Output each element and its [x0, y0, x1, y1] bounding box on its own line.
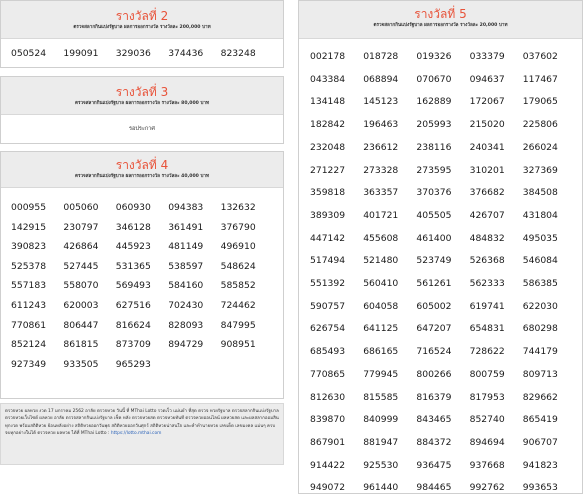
prize-5-title: รางวัลที่ 5: [414, 7, 467, 21]
lottery-number: 363357: [363, 187, 399, 199]
lottery-number: 806447: [63, 319, 99, 331]
lottery-number: 273328: [363, 164, 399, 176]
lottery-number: 585852: [220, 280, 256, 292]
lottery-number: 361491: [168, 221, 204, 233]
lottery-number: 817953: [469, 391, 505, 403]
lottery-number: 401721: [363, 209, 399, 221]
footer-text-3: หลัง ตรวจหวยสด ตรวจหวยทันที ตรวจหวยออนไลน์ ผลหวยสด และผลสลากออมสิน ทุกงวด พร้อมสถิติหวย: [5, 416, 279, 429]
footer-text-5: เลขมงคล แม่นๆ ครบจบทุกอย่างในได้ ตรวจหวย ผลหวย ได้ที่ MThai Lotto :: [5, 423, 276, 437]
lottery-number: 993653: [522, 482, 558, 494]
lottery-number: 925530: [363, 459, 399, 471]
lottery-number: 702430: [168, 299, 204, 311]
prize-3-header: [1, 77, 283, 115]
lottery-number: 068894: [363, 73, 399, 85]
lottery-number: 346128: [115, 221, 151, 233]
lottery-number: 744179: [522, 346, 558, 358]
lottery-number: 019326: [416, 51, 452, 62]
lottery-number: 162889: [416, 96, 452, 108]
lottery-number: 134148: [310, 96, 346, 108]
prize-5-panel: [298, 0, 583, 494]
lottery-number: 481149: [168, 241, 204, 253]
lottery-number: 199091: [63, 48, 99, 59]
lottery-number: 654831: [469, 323, 505, 335]
lottery-number: 405505: [416, 209, 452, 221]
lottery-number: 816379: [416, 391, 452, 403]
lottery-number: 179065: [522, 96, 558, 108]
lottery-number: 461400: [416, 232, 452, 244]
lottery-number: 770865: [310, 368, 346, 380]
lottery-number: 927349: [11, 358, 47, 370]
lottery-number: 496910: [220, 241, 256, 253]
lottery-number: 271227: [310, 164, 346, 176]
lottery-number: 445923: [115, 241, 151, 253]
lottery-number: 517494: [310, 255, 346, 267]
lottery-number: 823248: [220, 48, 256, 59]
lottery-number: 933505: [63, 358, 99, 370]
lottery-number: 142915: [11, 221, 47, 233]
footer-text-4: ย้อนหลังอย่าง สถิติหวยออกวันพุธ สถิติหวยออกวันศุกร์ สถิติหวยน่าสนใจ และคำทำนายหวย เลขเด็ด: [47, 423, 234, 429]
lottery-number: 865419: [522, 414, 558, 426]
lottery-number: 604058: [363, 300, 399, 312]
lottery-number: 724462: [220, 299, 256, 311]
prize-2-title: รางวัลที่ 2: [115, 9, 169, 23]
lottery-number: 949072: [310, 482, 346, 494]
lottery-number: 906707: [522, 436, 558, 448]
lottery-number: 873709: [115, 339, 151, 351]
lottery-number: 236612: [363, 141, 399, 153]
prize-2-subtitle: ตรวจสลากกินแบ่งรัฐบาล ผลการออกรางวัล รางวัลละ 200,000 บาท: [73, 25, 211, 30]
footer-lotto-link[interactable]: https://lotto.mthai.com: [110, 431, 162, 437]
lottery-number: 590757: [310, 300, 346, 312]
lottery-number: 611243: [11, 299, 47, 311]
prize-4-title: รางวัลที่ 4: [115, 158, 169, 172]
lottery-number: 622030: [522, 300, 558, 312]
lottery-number: 370376: [416, 187, 452, 199]
lottery-number: 992762: [469, 482, 505, 494]
lottery-number: 839870: [310, 414, 346, 426]
lottery-number: 426864: [63, 241, 99, 253]
lottery-number: 586385: [522, 278, 558, 290]
lottery-number: 230797: [63, 221, 99, 233]
lottery-number: 620003: [63, 299, 99, 311]
lottery-number: 374436: [168, 48, 204, 59]
lottery-number: 094637: [469, 73, 505, 85]
lottery-number: 809713: [522, 368, 558, 380]
prize-5-subtitle: ตรวจสลากกินแบ่งรัฐบาล ผลการออกรางวัล รางวัลละ 20,000 บาท: [373, 23, 508, 28]
lottery-number: 828093: [168, 319, 204, 331]
lottery-number: 908951: [220, 339, 256, 351]
lottery-number: 172067: [469, 96, 505, 108]
lottery-number: 800759: [469, 368, 505, 380]
lottery-number: 584160: [168, 280, 204, 292]
prize-4-numbers: [1, 188, 283, 374]
lottery-number: 961440: [363, 482, 399, 494]
prize-4-panel: [0, 151, 284, 399]
lottery-number: 240341: [469, 141, 505, 153]
lottery-number: 812630: [310, 391, 346, 403]
lottery-number: 716524: [416, 346, 452, 358]
lottery-number: 070670: [416, 73, 452, 85]
lottery-number: 686165: [363, 346, 399, 358]
lottery-number: 531365: [115, 260, 151, 272]
lottery-number: 484832: [469, 232, 505, 244]
lottery-number: 984465: [416, 482, 452, 494]
lottery-number: 359818: [310, 187, 346, 199]
lottery-number: 843465: [416, 414, 452, 426]
lottery-number: 523749: [416, 255, 452, 267]
lottery-number: 384508: [522, 187, 558, 199]
lottery-number: 548624: [220, 260, 256, 272]
lottery-number: 455608: [363, 232, 399, 244]
lottery-number: 132632: [220, 202, 256, 213]
prize-2-header: [1, 1, 283, 39]
lottery-number: 215020: [469, 119, 505, 131]
lottery-number: 936475: [416, 459, 452, 471]
lottery-number: 018728: [363, 51, 399, 62]
lottery-number: 861815: [63, 339, 99, 351]
prize-2-numbers: [1, 39, 283, 59]
prize-3-subtitle: ตรวจสลากกินแบ่งรัฐบาล ผลการออกรางวัล รางวัลละ 80,000 บาท: [75, 101, 209, 106]
lottery-number: 647207: [416, 323, 452, 335]
footer-description: [0, 403, 284, 465]
lottery-number: 238116: [416, 141, 452, 153]
lottery-number: 145123: [363, 96, 399, 108]
lottery-number: 005060: [63, 202, 99, 213]
prize-3-title: รางวัลที่ 3: [115, 85, 169, 99]
lottery-number: 605002: [416, 300, 452, 312]
lottery-number: 562333: [469, 278, 505, 290]
lottery-number: 770861: [11, 319, 47, 331]
lottery-number: 680298: [522, 323, 558, 335]
prize-2-panel: [0, 0, 284, 68]
lottery-number: 037602: [522, 51, 558, 62]
prize-3-panel: [0, 76, 284, 144]
lottery-number: 495035: [522, 232, 558, 244]
lottery-number: 043384: [310, 73, 346, 85]
lottery-number: 431804: [522, 209, 558, 221]
lottery-number: 526368: [469, 255, 505, 267]
lottery-number: 546084: [522, 255, 558, 267]
lottery-number: 852124: [11, 339, 47, 351]
lottery-number: 619741: [469, 300, 505, 312]
prize-5-header: [299, 1, 582, 39]
lottery-number: 033379: [469, 51, 505, 62]
lottery-number: 225806: [522, 119, 558, 131]
lottery-number: 840999: [363, 414, 399, 426]
lottery-number: 867901: [310, 436, 346, 448]
lottery-number: 196463: [363, 119, 399, 131]
footer-text-1: ตรวจหวย ผลหวย งวด 17 มกราคม 2562 อาลัย ตรวจหวย วันนี้ ที่ MThai Lotto รวดเร็ว แม่นยำ ที่สุด ตรวจ: [5, 409, 209, 414]
lottery-number: 376682: [469, 187, 505, 199]
lottery-number: 937668: [469, 459, 505, 471]
lottery-number: 447142: [310, 232, 346, 244]
lottery-number: 205993: [416, 119, 452, 131]
lottery-number: 816624: [115, 319, 151, 331]
lottery-number: 627516: [115, 299, 151, 311]
lottery-number: 965293: [115, 358, 151, 370]
lottery-number: 561261: [416, 278, 452, 290]
prize-4-subtitle: ตรวจสลากกินแบ่งรัฐบาล ผลการออกรางวัล รางวัลละ 40,000 บาท: [75, 174, 209, 179]
lottery-number: 847995: [220, 319, 256, 331]
lottery-number: 266024: [522, 141, 558, 153]
lottery-number: 779945: [363, 368, 399, 380]
lottery-number: 852740: [469, 414, 505, 426]
lottery-number: 327369: [522, 164, 558, 176]
lottery-number: 551392: [310, 278, 346, 290]
lottery-number: 538597: [168, 260, 204, 272]
lottery-number: 389309: [310, 209, 346, 221]
lottery-number: 641125: [363, 323, 399, 335]
lottery-number: 002178: [310, 51, 346, 62]
prize-4-header: [1, 152, 283, 188]
lottery-number: 232048: [310, 141, 346, 153]
lottery-number: 626754: [310, 323, 346, 335]
lottery-number: 060930: [115, 202, 151, 213]
lottery-number: 894694: [469, 436, 505, 448]
lottery-number: 521480: [363, 255, 399, 267]
lottery-number: 557183: [11, 280, 47, 292]
lottery-number: 881947: [363, 436, 399, 448]
lottery-number: 914422: [310, 459, 346, 471]
lottery-number: 426707: [469, 209, 505, 221]
lottery-number: 560410: [363, 278, 399, 290]
lottery-number: 050524: [11, 48, 47, 59]
prize-5-numbers: [299, 39, 582, 499]
lottery-number: 941823: [522, 459, 558, 471]
lottery-number: 329036: [115, 48, 151, 59]
lottery-number: 894729: [168, 339, 204, 351]
lottery-number: 815585: [363, 391, 399, 403]
lottery-number: 884372: [416, 436, 452, 448]
lottery-number: 558070: [63, 280, 99, 292]
lottery-number: 273595: [416, 164, 452, 176]
lottery-number: 829662: [522, 391, 558, 403]
lottery-number: 376790: [220, 221, 256, 233]
prize-3-pending-note: รอประกาศ: [128, 126, 155, 132]
lottery-number: 728622: [469, 346, 505, 358]
lottery-number: 182842: [310, 119, 346, 131]
footer-text-2: หวยรัฐบาล ตรวจสลากกินแบ่งรัฐบาล ตรวจหวยเว็บไซต์ ผลหวย อาลัย ตรวจสลากกินแบ่งรัฐบาล เช็ค: [5, 409, 279, 422]
lottery-number: 117467: [522, 73, 558, 85]
lottery-number: 390823: [11, 241, 47, 253]
lottery-number: 569493: [115, 280, 151, 292]
lottery-number: 094383: [168, 202, 204, 213]
lottery-number: 000955: [11, 202, 47, 213]
lottery-number: 685493: [310, 346, 346, 358]
lottery-number: 310201: [469, 164, 505, 176]
lottery-number: 527445: [63, 260, 99, 272]
lottery-number: 800266: [416, 368, 452, 380]
lottery-number: 525378: [11, 260, 47, 272]
